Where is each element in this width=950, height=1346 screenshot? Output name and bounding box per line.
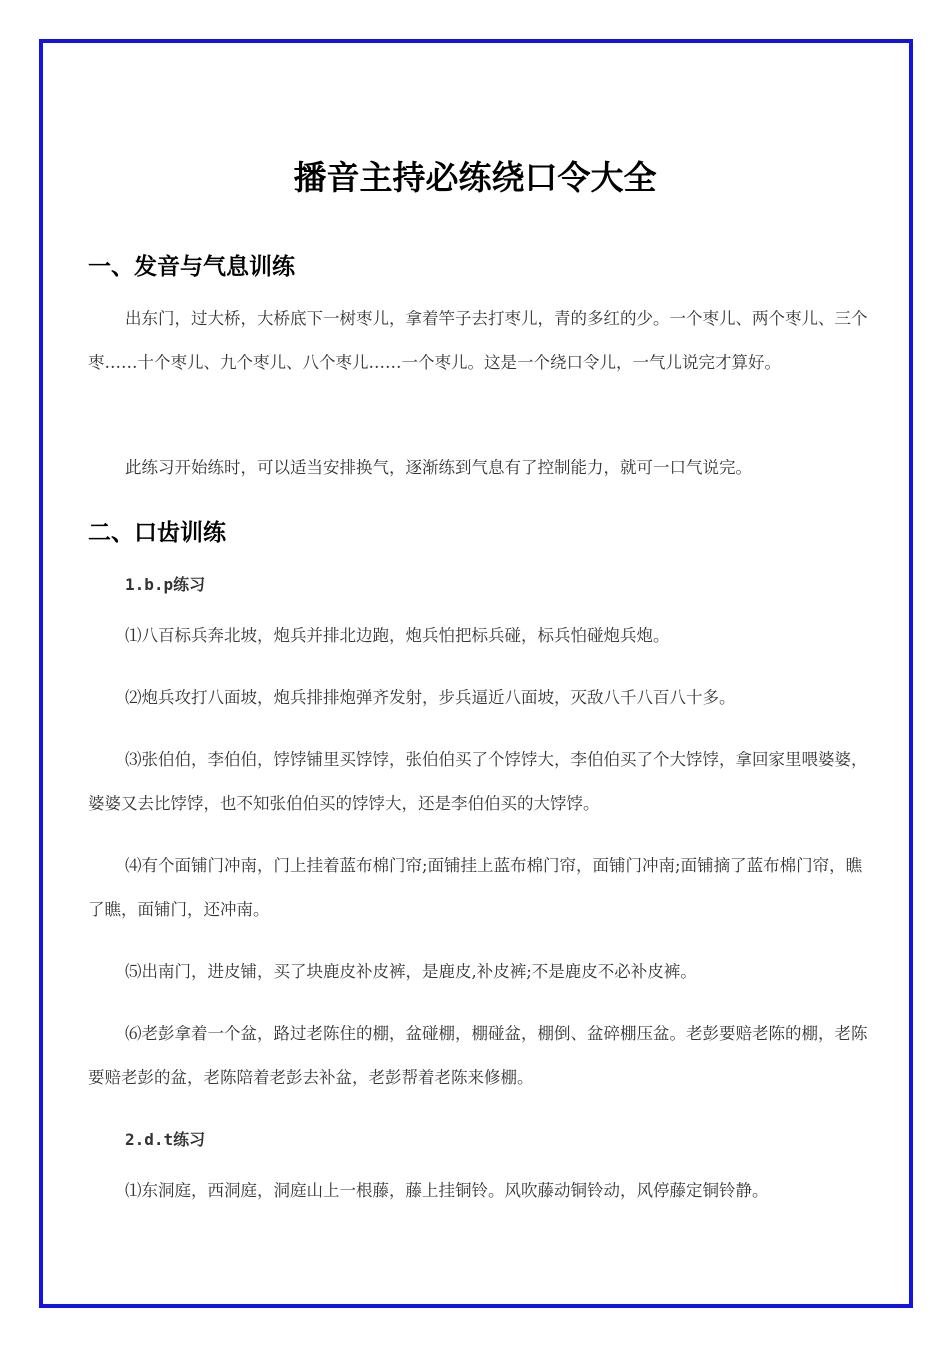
subsection-label-bp: 1.b.p练习: [125, 575, 206, 594]
paragraph-dates-tongue-twister: 出东门，过大桥，大桥底下一树枣儿，拿着竿子去打枣儿，青的多红的少。一个枣儿、两个枣儿、三个枣……十个枣儿、九个枣儿、八个枣儿……一个枣儿。这是一个绕口令儿，一气儿说完才算好。: [88, 309, 868, 372]
exercise-item: ⑹老彭拿着一个盆，路过老陈住的棚，盆碰棚，棚碰盆，棚倒、盆碎棚压盆。老彭要赔老陈的棚，老陈要赔老彭的盆，老陈陪着老彭去补盆，老彭帮着老陈来修棚。: [88, 1024, 868, 1087]
exercise-item: ⑴东洞庭，西洞庭，洞庭山上一根藤，藤上挂铜铃。风吹藤动铜铃动，风停藤定铜铃静。: [125, 1181, 769, 1200]
page-border-frame: [39, 39, 913, 1308]
section-heading-articulation: 二、口齿训练: [88, 520, 226, 546]
section-heading-breath: 一、发音与气息训练: [88, 254, 295, 280]
document-title: 播音主持必练绕口令大全: [293, 158, 657, 197]
exercise-item: ⑶张伯伯，李伯伯，饽饽铺里买饽饽，张伯伯买了个饽饽大，李伯伯买了个大饽饽，拿回家里喂婆婆，婆婆又去比饽饽，也不知张伯伯买的饽饽大，还是李伯伯买的大饽饽。: [88, 750, 868, 813]
paragraph-breath-note: 此练习开始练时，可以适当安排换气，逐渐练到气息有了控制能力，就可一口气说完。: [125, 458, 752, 477]
exercise-item: ⑸出南门，进皮铺，买了块鹿皮补皮裤，是鹿皮,补皮裤;不是鹿皮不必补皮裤。: [125, 962, 697, 981]
exercise-item: ⑷有个面铺门冲南，门上挂着蓝布棉门帘;面铺挂上蓝布棉门帘，面铺门冲南;面铺摘了蓝布棉门帘，瞧了瞧，面铺门，还冲南。: [88, 856, 863, 919]
exercise-item: ⑴八百标兵奔北坡，炮兵并排北边跑，炮兵怕把标兵碰，标兵怕碰炮兵炮。: [125, 626, 670, 645]
subsection-label-dt: 2.d.t练习: [125, 1130, 206, 1149]
exercise-item: ⑵炮兵攻打八面坡，炮兵排排炮弹齐发射，步兵逼近八面坡，灭敌八千八百八十多。: [125, 688, 736, 707]
